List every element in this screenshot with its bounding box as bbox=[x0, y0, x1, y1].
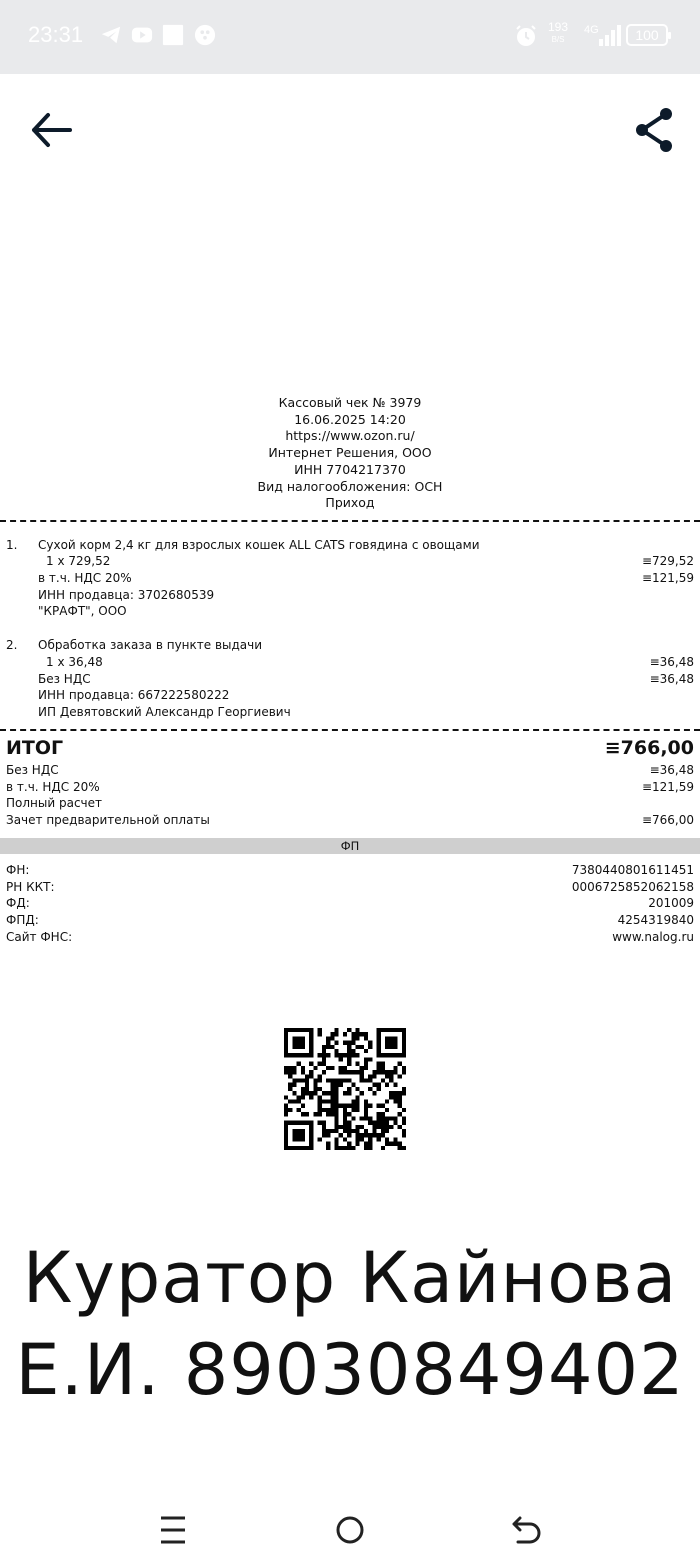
item-number: 2. bbox=[6, 638, 18, 652]
divider bbox=[0, 729, 700, 731]
share-icon[interactable] bbox=[630, 106, 678, 154]
receipt-operation: Приход bbox=[325, 495, 375, 511]
item-sum: ≡729,52 bbox=[641, 554, 694, 568]
item-name: Обработка заказа в пункте выдачи bbox=[38, 638, 263, 652]
receipt-datetime: 16.06.2025 14:20 bbox=[294, 411, 406, 427]
network-type: 4G bbox=[584, 24, 599, 36]
receipt-company: Интернет Решения, ООО bbox=[268, 445, 432, 461]
item-vat-value: ≡36,48 bbox=[649, 672, 694, 686]
summary-value: ≡121,59 bbox=[641, 780, 694, 794]
item-name: Сухой корм 2,4 кг для взрослых кошек ALL CATS говядина с овощами bbox=[38, 538, 480, 552]
item-qty: 1 x 729,52 bbox=[46, 554, 111, 568]
network-speed: 193 B/S bbox=[548, 20, 569, 44]
fiscal-label: ФН: bbox=[6, 863, 30, 877]
receipt-number: Кассовый чек № 3979 bbox=[278, 395, 422, 410]
fiscal-label: Сайт ФНС: bbox=[6, 930, 73, 944]
square-icon bbox=[162, 24, 184, 46]
item-vat-label: в т.ч. НДС 20% bbox=[38, 571, 132, 585]
fiscal-value: 7380440801611451 bbox=[571, 863, 694, 877]
item-vat-value: ≡121,59 bbox=[641, 571, 694, 585]
receipt-tax-system: Вид налогообложения: ОСН bbox=[257, 478, 443, 494]
summary-label: в т.ч. НДС 20% bbox=[6, 780, 100, 794]
fiscal-value: 201009 bbox=[648, 896, 694, 910]
receipt-header bbox=[0, 395, 700, 512]
item-number: 1. bbox=[6, 538, 18, 552]
fiscal-value: 0006725852062158 bbox=[571, 880, 694, 894]
item-seller: ИП Девятовский Александр Георгиевич bbox=[38, 705, 291, 719]
settings-icon bbox=[194, 24, 216, 46]
receipt-url: https://www.ozon.ru/ bbox=[285, 428, 415, 444]
signal-icon bbox=[598, 24, 622, 46]
alarm-icon bbox=[514, 24, 538, 48]
item-qty: 1 x 36,48 bbox=[46, 655, 103, 669]
status-time: 23:31 bbox=[28, 22, 84, 47]
home-circle-icon[interactable] bbox=[334, 1510, 366, 1550]
fiscal-value: 4254319840 bbox=[617, 913, 694, 927]
item-seller: "КРАФТ", ООО bbox=[38, 604, 127, 618]
telegram-icon bbox=[100, 24, 122, 46]
curator-text bbox=[0, 1232, 700, 1416]
receipt-inn: ИНН 7704217370 bbox=[294, 461, 406, 477]
fiscal-label: ФД: bbox=[6, 896, 30, 910]
youtube-icon bbox=[130, 24, 154, 46]
item-vat-label: Без НДС bbox=[38, 672, 91, 686]
arrow-left-icon[interactable] bbox=[28, 108, 76, 152]
summary-value: ≡766,00 bbox=[641, 813, 694, 827]
fiscal-label: РН ККТ: bbox=[6, 880, 55, 894]
fiscal-value: www.nalog.ru bbox=[612, 930, 694, 944]
summary-label: Зачет предварительной оплаты bbox=[6, 813, 210, 827]
divider bbox=[0, 520, 700, 522]
qr-code bbox=[284, 1028, 406, 1150]
curator-line-1: Куратор Кайнова bbox=[22, 1237, 678, 1319]
summary-value: ≡36,48 bbox=[649, 763, 694, 777]
item-seller-inn: ИНН продавца: 3702680539 bbox=[38, 588, 215, 602]
summary-label: Без НДС bbox=[6, 763, 59, 777]
total-value: ≡766,00 bbox=[604, 737, 694, 759]
curator-line-2: Е.И. 89030849402 bbox=[15, 1329, 685, 1411]
item-sum: ≡36,48 bbox=[649, 655, 694, 669]
item-seller-inn: ИНН продавца: 667222580222 bbox=[38, 688, 230, 702]
fp-bar: ФП bbox=[0, 838, 700, 854]
fiscal-label: ФПД: bbox=[6, 913, 39, 927]
back-gesture-icon[interactable] bbox=[510, 1510, 542, 1550]
menu-icon[interactable] bbox=[158, 1510, 188, 1550]
status-bar bbox=[0, 0, 700, 74]
total-label: ИТОГ bbox=[6, 737, 64, 759]
battery-icon: 100 bbox=[626, 24, 668, 46]
summary-label: Полный расчет bbox=[6, 796, 102, 810]
